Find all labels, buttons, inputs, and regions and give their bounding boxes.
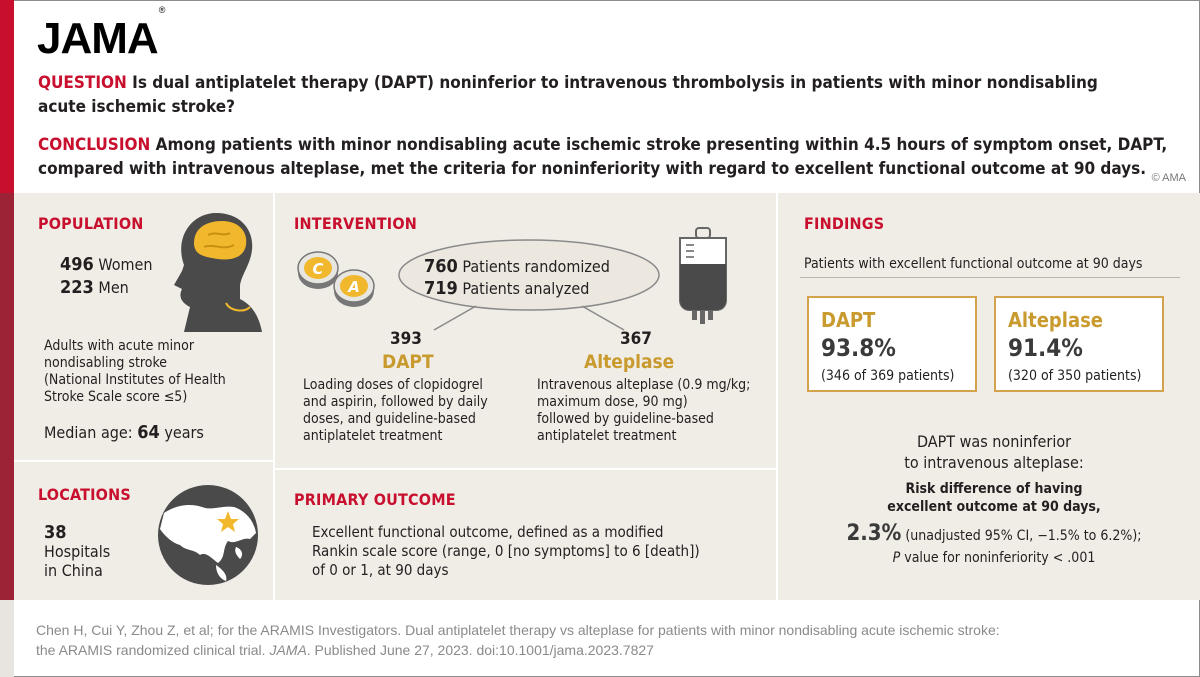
question-line-1 (38, 71, 1098, 95)
conclusion-line-1 (38, 133, 1167, 157)
conclusion-label: CONCLUSION (38, 135, 151, 155)
panel-divider-outcome (275, 468, 776, 470)
question-text-1: Is dual antiplatelet therapy (DAPT) noninferior to intravenous thrombolysis in patients with minor nondisabling (132, 73, 1098, 93)
conclusion-line-2 (38, 157, 1146, 181)
accent-bar-bottom (0, 193, 14, 600)
panel-divider-locations (14, 460, 273, 462)
risk-difference-value (804, 521, 1184, 546)
alteplase-arm-label: Alteplase (584, 351, 675, 373)
women-count: 496 Women (60, 254, 153, 275)
copyright: © AMA (1151, 172, 1186, 184)
randomized-count: 760 Patients randomized (424, 256, 610, 277)
locations-text: 38 Hospitals in China (44, 522, 111, 580)
pills-icon (296, 243, 396, 313)
pill-c-label: C (312, 260, 324, 278)
conclusion-text-2: compared with intravenous alteplase, met the criteria for noninferiority with regard to excellent functional outcome at 90 days. (38, 159, 1147, 179)
iv-bag-icon (674, 226, 734, 326)
question-line-2 (38, 95, 235, 119)
panel-divider-2 (776, 193, 778, 600)
alteplase-count: 367 (620, 329, 652, 349)
accent-bar-foot (0, 600, 14, 677)
risk-difference-label: Risk difference of having excellent outcome at 90 days, (887, 481, 1101, 515)
jama-logo: JAMA® (37, 5, 165, 63)
head-silhouette-icon (164, 207, 264, 332)
alteplase-result-box (994, 296, 1164, 392)
panel-divider-1 (273, 193, 275, 600)
risk-difference-ci: (unadjusted 95% CI, −1.5% to 6.2%); (905, 528, 1142, 544)
p-value: P value for noninferiority < .001 (892, 550, 1096, 566)
citation (36, 620, 1000, 660)
dapt-arm-description: Loading doses of clopidogrel and aspirin, followed by daily doses, and guideline-based antiplatelet treatment (303, 377, 488, 444)
risk-difference-percent: 2.3% (846, 521, 902, 546)
dapt-count: 393 (390, 329, 422, 349)
findings-subtitle: Patients with excellent functional outcome at 90 days (804, 256, 1143, 272)
dapt-result-box (807, 296, 977, 392)
citation-line-1: Chen H, Cui Y, Zhou Z, et al; for the ARAMIS Investigators. Dual antiplatelet therapy vs alteplase for patients with minor nondisabling acute ischemic stroke: (36, 622, 1000, 638)
alteplase-result-label: Alteplase (1008, 308, 1103, 332)
noninferior-statement: DAPT was noninferior to intravenous alteplase: (904, 432, 1084, 472)
population-description: Adults with acute minor nondisabling stroke (National Institutes of Health Stroke Scale score ≤5) (44, 338, 226, 405)
analyzed-count: 719 Patients analyzed (424, 278, 590, 299)
pill-a-label: A (348, 278, 360, 296)
question-text-2: acute ischemic stroke? (38, 97, 235, 117)
findings-rule (800, 277, 1180, 278)
population-heading: POPULATION (38, 214, 144, 233)
primary-outcome-heading: PRIMARY OUTCOME (294, 490, 456, 509)
locations-heading: LOCATIONS (38, 485, 131, 504)
citation-line-2: the ARAMIS randomized clinical trial. JAMA. Published June 27, 2023. doi:10.1001/jama.2023.7827 (36, 642, 654, 658)
dapt-result-label: DAPT (821, 308, 876, 332)
conclusion-text-1: Among patients with minor nondisabling acute ischemic stroke presenting within 4.5 hours of symptom onset, DAPT, (155, 135, 1168, 155)
men-count: 223 Men (60, 277, 129, 298)
alteplase-arm-description: Intravenous alteplase (0.9 mg/kg; maximum dose, 90 mg) followed by guideline-based antiplatelet treatment (537, 377, 751, 444)
accent-bar-top (0, 0, 14, 193)
primary-outcome-text: Excellent functional outcome, defined as a modified Rankin scale score (range, 0 [no symptoms] to 6 [death]) of 0 or 1, at 90 days (312, 523, 700, 579)
intervention-heading: INTERVENTION (294, 214, 418, 233)
globe-icon (156, 483, 260, 587)
content-panels (14, 193, 1200, 600)
findings-heading: FINDINGS (804, 214, 885, 233)
question-label: QUESTION (38, 73, 127, 93)
dapt-result-percent: 93.8% (821, 334, 896, 362)
alteplase-result-percent: 91.4% (1008, 334, 1083, 362)
dapt-result-detail: (346 of 369 patients) (821, 368, 955, 384)
median-age: Median age: 64 years (44, 422, 204, 443)
dapt-arm-label: DAPT (382, 351, 434, 373)
alteplase-result-detail: (320 of 350 patients) (1008, 368, 1142, 384)
